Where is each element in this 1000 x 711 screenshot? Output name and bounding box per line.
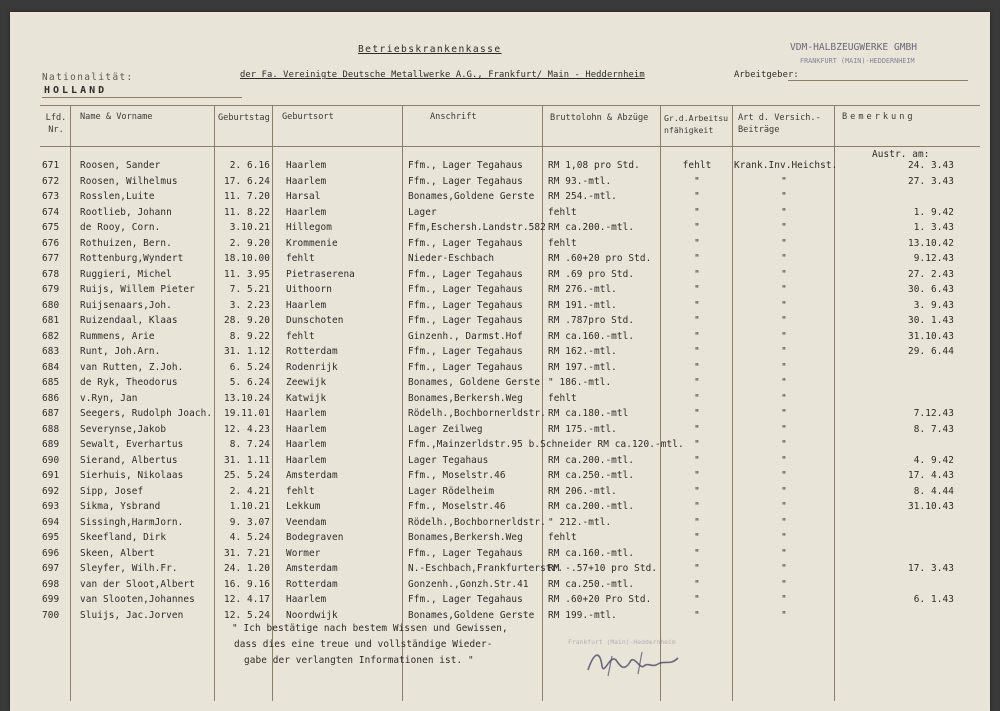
cell-wage: RM 93.-mtl. (548, 175, 612, 187)
cell-gr: fehlt (682, 160, 712, 171)
cell-born: 2. 6.16 (229, 160, 270, 171)
cell-wage: RM ca.160.-mtl. (548, 547, 635, 559)
cell-address: Ffm., Moselstr.46 (408, 470, 506, 481)
cell-remark: 9.12.43 (913, 253, 954, 264)
cell-born: 12. 4.17 (224, 594, 270, 605)
cell-art: " (781, 392, 787, 404)
col-header-address: Anschrift (430, 112, 477, 122)
cell-gr: " (694, 175, 700, 187)
cell-nr: 683 (42, 346, 60, 357)
cell-nr: 695 (42, 532, 60, 543)
cell-art: " (781, 532, 787, 543)
cell-place: Haarlem (286, 408, 327, 419)
cell-gr: " (694, 191, 700, 202)
cell-nr: 678 (42, 268, 60, 280)
cell-nr: 700 (42, 609, 60, 621)
cell-wage: RM ca.250.-mtl. (548, 470, 635, 481)
cell-remark: 30. 1.43 (908, 315, 954, 326)
cell-address: Ffm., Lager Tegahaus (408, 284, 523, 295)
cell-address: Lager Zeilweg (408, 423, 483, 435)
remark-heading: Austr. am: (872, 149, 930, 160)
cell-gr: " (694, 547, 700, 559)
cell-address: Ffm.,Mainzerldstr.95 b.Schneider RM ca.120.-mtl. (408, 439, 684, 450)
cell-born: 31. 7.21 (224, 547, 270, 559)
cell-art: " (781, 470, 787, 481)
cell-address: Bonames,Goldene Gerste (408, 191, 535, 202)
cell-wage: RM -.57+10 pro Std. (548, 563, 658, 574)
cell-address: N.-Eschbach,Frankfurterstr. (408, 563, 564, 574)
cell-art: " (781, 377, 787, 388)
cell-gr: " (694, 594, 700, 605)
cell-name: Skeen, Albert (80, 547, 155, 559)
cell-nr: 671 (42, 160, 60, 171)
cell-place: fehlt (286, 253, 315, 264)
cell-born: 8. 9.22 (229, 330, 270, 342)
cell-name: Ruizendaal, Klaas (80, 315, 178, 326)
cell-wage: RM 191.-mtl. (548, 299, 617, 311)
cell-place: Zeewijk (286, 377, 327, 388)
cell-born: 6. 5.24 (229, 361, 270, 373)
cell-wage: RM 199.-mtl. (548, 609, 617, 621)
cell-place: Rodenrijk (286, 361, 338, 373)
col-header-gr: Gr.d.Arbeitsunfähigkeit (664, 113, 729, 135)
cell-name: Sleyfer, Wilh.Fr. (80, 563, 178, 574)
col-header-art: Art d. Versich.-Beiträge (738, 113, 821, 135)
cell-born: 12. 5.24 (224, 609, 270, 621)
cell-born: 16. 9.16 (224, 578, 270, 590)
employer-underline (788, 80, 968, 81)
cell-wage: RM ca.200.-mtl. (548, 501, 635, 512)
cell-name: van der Sloot,Albert (80, 578, 195, 590)
cell-place: Dunschoten (286, 315, 344, 326)
cell-address: Lager (408, 206, 437, 218)
cell-nr: 689 (42, 439, 60, 450)
cell-gr: " (694, 516, 700, 528)
cell-remark: 29. 6.44 (908, 346, 954, 357)
cell-art: " (781, 191, 787, 202)
cell-address: Ffm., Lager Tegahaus (408, 299, 523, 311)
cell-place: Haarlem (286, 299, 327, 311)
cell-nr: 693 (42, 501, 60, 512)
cell-nr: 687 (42, 408, 60, 419)
cell-wage: RM ca.250.-mtl. (548, 578, 635, 590)
cell-place: Amsterdam (286, 470, 338, 481)
cell-art: " (781, 594, 787, 605)
cell-gr: " (694, 284, 700, 295)
cell-name: Rottenburg,Wyndert (80, 253, 184, 264)
cell-nr: 676 (42, 237, 60, 249)
cell-nr: 690 (42, 454, 60, 466)
document-page (10, 12, 990, 711)
cell-remark: 8. 7.43 (913, 423, 954, 435)
cell-gr: " (694, 470, 700, 481)
cell-nr: 696 (42, 547, 60, 559)
cell-born: 31. 1.12 (224, 346, 270, 357)
cell-name: Sewalt, Everhartus (80, 439, 184, 450)
cell-art: " (781, 408, 787, 419)
cell-nr: 698 (42, 578, 60, 590)
cell-wage: " 212.-mtl. (548, 516, 612, 528)
cell-address: Ffm., Lager Tegahaus (408, 346, 523, 357)
nationality-underline (42, 97, 242, 98)
cell-born: 5. 6.24 (229, 377, 270, 388)
cell-art: " (781, 222, 787, 233)
cell-place: Lekkum (286, 501, 321, 512)
cell-wage: RM 254.-mtl. (548, 191, 617, 202)
cell-gr: " (694, 392, 700, 404)
cell-born: 17. 6.24 (224, 175, 270, 187)
cell-gr: " (694, 253, 700, 264)
cell-nr: 674 (42, 206, 60, 218)
cell-name: Ruggieri, Michel (80, 268, 172, 280)
cell-gr: " (694, 237, 700, 249)
cell-born: 9. 3.07 (229, 516, 270, 528)
nationality-value: HOLLAND (44, 85, 108, 96)
cell-art: " (781, 284, 787, 295)
cell-born: 8. 7.24 (229, 439, 270, 450)
cell-nr: 697 (42, 563, 60, 574)
cell-nr: 677 (42, 253, 60, 264)
col-header-wage: Bruttolohn & Abzüge (550, 113, 649, 123)
cell-place: Haarlem (286, 439, 327, 450)
cell-wage: RM 276.-mtl. (548, 284, 617, 295)
cell-art: " (781, 253, 787, 264)
cell-art: " (781, 578, 787, 590)
cell-art: " (781, 299, 787, 311)
cell-name: Sluijs, Jac.Jorven (80, 609, 184, 621)
cell-gr: " (694, 377, 700, 388)
cell-gr: " (694, 439, 700, 450)
cell-address: Bonames,Berkersh.Weg (408, 392, 523, 404)
cell-art: " (781, 501, 787, 512)
cell-place: Wormer (286, 547, 321, 559)
company-stamp-bottom: FRANKFURT (MAIN)-HEDDERNHEIM (800, 57, 915, 65)
cell-wage: fehlt (548, 237, 577, 249)
cell-nr: 679 (42, 284, 60, 295)
cell-nr: 681 (42, 315, 60, 326)
cell-address: Lager Rödelheim (408, 485, 495, 497)
cell-wage: RM ca.160.-mtl. (548, 330, 635, 342)
cell-gr: " (694, 346, 700, 357)
bottom-stamp-text: Frankfurt (Main)-Heddernheim (568, 638, 676, 646)
cell-name: Runt, Joh.Arn. (80, 346, 161, 357)
cell-gr: " (694, 578, 700, 590)
cell-born: 18.10.00 (224, 253, 270, 264)
cell-art: " (781, 330, 787, 342)
cell-name: Sipp, Josef (80, 485, 144, 497)
cell-art: " (781, 237, 787, 249)
cell-art: " (781, 206, 787, 218)
cell-gr: " (694, 408, 700, 419)
cell-art: " (781, 485, 787, 497)
cell-nr: 672 (42, 175, 60, 187)
cell-place: Haarlem (286, 175, 327, 187)
cell-wage: RM ca.180.-mtl (548, 408, 629, 419)
col-header-name: Name & Vorname (80, 112, 153, 122)
cell-address: Ffm., Lager Tegahaus (408, 237, 523, 249)
cell-gr: " (694, 315, 700, 326)
cell-place: Harsal (286, 191, 321, 202)
cell-wage: fehlt (548, 532, 577, 543)
cell-gr: " (694, 299, 700, 311)
cell-nr: 675 (42, 222, 60, 233)
cell-remark: 3. 9.43 (913, 299, 954, 311)
cell-place: Noordwijk (286, 609, 338, 621)
cell-name: Roosen, Sander (80, 160, 161, 171)
cell-nr: 673 (42, 191, 60, 202)
cell-art: Krank.Inv.Heichst. (734, 160, 838, 171)
cell-wage: RM .69 pro Std. (548, 268, 635, 280)
cell-place: Rotterdam (286, 346, 338, 357)
cell-born: 7. 5.21 (229, 284, 270, 295)
cell-name: Seegers, Rudolph Joach. (80, 408, 213, 419)
company-line: der Fa. Vereinigte Deutsche Metallwerke A.G., Frankfurt/ Main - Heddernheim (240, 70, 645, 80)
cell-wage: fehlt (548, 392, 577, 404)
col-divider (732, 105, 733, 701)
signature-icon (582, 642, 692, 682)
cell-address: Ffm., Lager Tegahaus (408, 361, 523, 373)
col-header-born: Geburtstag (218, 113, 270, 123)
cell-address: Bonames,Berkersh.Weg (408, 532, 523, 543)
cell-address: Ginzenh., Darmst.Hof (408, 330, 523, 342)
cell-art: " (781, 175, 787, 187)
cell-nr: 686 (42, 392, 60, 404)
cell-place: Krommenie (286, 237, 338, 249)
cell-nr: 694 (42, 516, 60, 528)
cell-born: 11. 8.22 (224, 206, 270, 218)
certification-line: " Ich bestätige nach bestem Wissen und Gewissen, (232, 623, 508, 634)
cell-wage: RM 1,08 pro Std. (548, 160, 640, 171)
cell-name: Rothuizen, Bern. (80, 237, 172, 249)
cell-place: Rotterdam (286, 578, 338, 590)
cell-art: " (781, 454, 787, 466)
cell-remark: 24. 3.43 (908, 160, 954, 171)
cell-nr: 680 (42, 299, 60, 311)
cell-born: 3. 2.23 (229, 299, 270, 311)
certification-line: gabe der verlangten Informationen ist. " (244, 655, 474, 666)
cell-place: Veendam (286, 516, 327, 528)
cell-place: Uithoorn (286, 284, 332, 295)
cell-place: Pietraserena (286, 268, 355, 280)
cell-address: Ffm., Lager Tegahaus (408, 160, 523, 171)
cell-remark: 31.10.43 (908, 501, 954, 512)
cell-gr: " (694, 501, 700, 512)
cell-address: Ffm., Lager Tegahaus (408, 268, 523, 280)
cell-place: Haarlem (286, 454, 327, 466)
cell-gr: " (694, 454, 700, 466)
cell-address: Bonames, Goldene Gerste (408, 377, 541, 388)
cell-born: 19.11.01 (224, 408, 270, 419)
cell-wage: RM .60+20 pro Std. (548, 253, 652, 264)
cell-art: " (781, 361, 787, 373)
cell-place: Haarlem (286, 206, 327, 218)
cell-wage: RM .60+20 Pro Std. (548, 594, 652, 605)
cell-born: 12. 4.23 (224, 423, 270, 435)
certification-line: dass dies eine treue und vollständige Wieder- (234, 639, 493, 650)
cell-name: Ruijs, Willem Pieter (80, 284, 195, 295)
cell-born: 28. 9.20 (224, 315, 270, 326)
cell-art: " (781, 547, 787, 559)
col-divider (660, 105, 661, 701)
cell-address: Ffm,Eschersh.Landstr.582 (408, 222, 546, 233)
cell-place: Katwijk (286, 392, 327, 404)
cell-place: Bodegraven (286, 532, 344, 543)
cell-born: 4. 5.24 (229, 532, 270, 543)
cell-address: Ffm., Lager Tegahaus (408, 547, 523, 559)
cell-art: " (781, 563, 787, 574)
cell-name: Ruijsenaars,Joh. (80, 299, 172, 311)
cell-born: 11. 3.95 (224, 268, 270, 280)
cell-address: Nieder-Eschbach (408, 253, 495, 264)
cell-remark: 27. 2.43 (908, 268, 954, 280)
cell-nr: 691 (42, 470, 60, 481)
cell-address: Bonames,Goldene Gerste (408, 609, 535, 621)
cell-remark: 1. 9.42 (913, 206, 954, 218)
cell-remark: 31.10.43 (908, 330, 954, 342)
cell-name: Skeefland, Dirk (80, 532, 167, 543)
cell-address: Ffm., Lager Tegahaus (408, 594, 523, 605)
cell-name: de Rooy, Corn. (80, 222, 161, 233)
col-divider (70, 105, 71, 701)
cell-name: v.Ryn, Jan (80, 392, 138, 404)
cell-gr: " (694, 532, 700, 543)
col-divider (402, 105, 403, 701)
cell-art: " (781, 268, 787, 280)
cell-place: Amsterdam (286, 563, 338, 574)
cell-born: 13.10.24 (224, 392, 270, 404)
cell-name: van Rutten, Z.Joh. (80, 361, 184, 373)
cell-address: Ffm., Moselstr.46 (408, 501, 506, 512)
cell-name: Sissingh,HarmJorn. (80, 516, 184, 528)
cell-remark: 6. 1.43 (913, 594, 954, 605)
cell-nr: 692 (42, 485, 60, 497)
cell-wage: RM .787pro Std. (548, 315, 635, 326)
cell-born: 2. 4.21 (229, 485, 270, 497)
cell-gr: " (694, 206, 700, 218)
employer-label: Arbeitgeber: (734, 70, 799, 80)
cell-remark: 30. 6.43 (908, 284, 954, 295)
cell-wage: RM 175.-mtl. (548, 423, 617, 435)
cell-place: fehlt (286, 330, 315, 342)
cell-name: de Ryk, Theodorus (80, 377, 178, 388)
cell-remark: 17. 3.43 (908, 563, 954, 574)
cell-art: " (781, 609, 787, 621)
cell-address: Ffm., Lager Tegahaus (408, 315, 523, 326)
col-header-place: Geburtsort (282, 112, 334, 122)
cell-art: " (781, 516, 787, 528)
cell-nr: 699 (42, 594, 60, 605)
cell-name: Roosen, Wilhelmus (80, 175, 178, 187)
cell-nr: 682 (42, 330, 60, 342)
cell-name: Sierand, Albertus (80, 454, 178, 466)
cell-wage: fehlt (548, 206, 577, 218)
table-top-rule (40, 105, 980, 106)
cell-born: 24. 1.20 (224, 563, 270, 574)
cell-remark: 1. 3.43 (913, 222, 954, 233)
cell-place: fehlt (286, 485, 315, 497)
cell-gr: " (694, 609, 700, 621)
cell-gr: " (694, 222, 700, 233)
cell-wage: RM 162.-mtl. (548, 346, 617, 357)
cell-art: " (781, 315, 787, 326)
cell-remark: 7.12.43 (913, 408, 954, 419)
cell-name: Sikma, Ysbrand (80, 501, 161, 512)
cell-address: Rödelh.,Bochbornerldstr. (408, 516, 546, 528)
cell-address: Ffm., Lager Tegahaus (408, 175, 523, 187)
cell-born: 1.10.21 (229, 501, 270, 512)
col-divider (834, 105, 835, 701)
cell-remark: 27. 3.43 (908, 175, 954, 187)
col-header-nr: Lfd. Nr. (45, 113, 67, 135)
cell-gr: " (694, 563, 700, 574)
cell-wage: RM 197.-mtl. (548, 361, 617, 373)
cell-address: Gonzenh.,Gonzh.Str.41 (408, 578, 529, 590)
cell-gr: " (694, 423, 700, 435)
document-title: Betriebskrankenkasse (358, 44, 502, 55)
cell-gr: " (694, 485, 700, 497)
cell-art: " (781, 346, 787, 357)
col-header-remark: Bemerkung (842, 112, 916, 122)
col-divider (214, 105, 215, 701)
cell-place: Haarlem (286, 423, 327, 435)
cell-name: Rummens, Arie (80, 330, 155, 342)
cell-name: Rosslen,Luite (80, 191, 155, 202)
cell-address: Rödelh.,Bochbornerldstr. (408, 408, 546, 419)
cell-gr: " (694, 268, 700, 280)
cell-gr: " (694, 361, 700, 373)
cell-remark: 13.10.42 (908, 237, 954, 249)
cell-gr: " (694, 330, 700, 342)
cell-wage: " 186.-mtl. (548, 377, 612, 388)
cell-name: Rootlieb, Johann (80, 206, 172, 218)
cell-born: 11. 7.20 (224, 191, 270, 202)
cell-born: 25. 5.24 (224, 470, 270, 481)
cell-born: 3.10.21 (229, 222, 270, 233)
cell-nr: 688 (42, 423, 60, 435)
cell-art: " (781, 423, 787, 435)
col-divider (272, 105, 273, 701)
table-header-rule (40, 146, 980, 147)
nationality-label: Nationalität: (42, 72, 134, 83)
cell-born: 2. 9.20 (229, 237, 270, 249)
company-stamp-top: VDM-HALBZEUGWERKE GMBH (790, 42, 918, 53)
cell-nr: 685 (42, 377, 60, 388)
cell-place: Haarlem (286, 160, 327, 171)
cell-place: Haarlem (286, 594, 327, 605)
cell-nr: 684 (42, 361, 60, 373)
cell-wage: RM 206.-mtl. (548, 485, 617, 497)
cell-remark: 8. 4.44 (913, 485, 954, 497)
cell-wage: RM ca.200.-mtl. (548, 222, 635, 233)
cell-art: " (781, 439, 787, 450)
cell-remark: 4. 9.42 (913, 454, 954, 466)
cell-address: Lager Tegahaus (408, 454, 489, 466)
cell-remark: 17. 4.43 (908, 470, 954, 481)
cell-name: Sierhuis, Nikolaas (80, 470, 184, 481)
cell-place: Hillegom (286, 222, 332, 233)
cell-born: 31. 1.11 (224, 454, 270, 466)
cell-wage: RM ca.200.-mtl. (548, 454, 635, 466)
cell-name: Severynse,Jakob (80, 423, 167, 435)
cell-name: van Slooten,Johannes (80, 594, 195, 605)
